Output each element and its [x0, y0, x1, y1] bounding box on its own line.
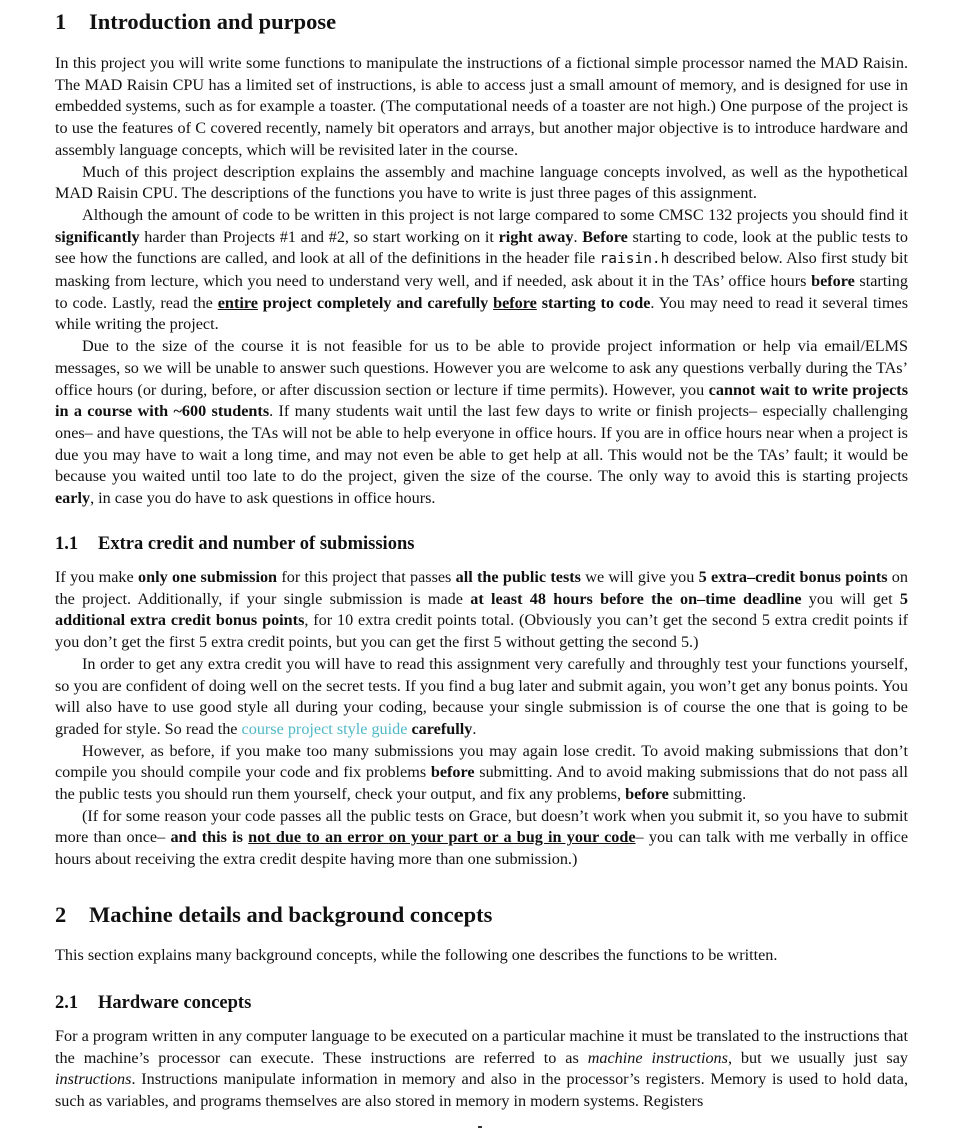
paragraph: Due to the size of the course it is not feasible for us to be able to provide project information or help via email/ELMS messages, so we will be unable to answer such questions. However you are welcome to ask any questions verbally during the TAs’ office hours (or during, before, or after discussion section or lecture if time permits). However, you cannot wait to write projects in a course with ~600 students. If many students wait until the last few days to write or finish projects– especially challenging ones– and have questions, the TAs will not be able to help everyone in office hours. If you are in office hours near when a project is due you may have to wait a long time, and may not even be able to get help at all. This would not be the TAs’ fault; it would be because you waited until too late to do the project, given the size of the course. The only way to avoid this is starting projects early, in case you do have to ask questions in office hours. — [55, 337, 908, 508]
section-heading-2 — [55, 901, 492, 929]
paragraph: In this project you will write some functions to manipulate the instructions of a fictional simple processor named the MAD Raisin. The MAD Raisin CPU has a limited set of instructions, is able to access just a small amount of memory, and is designed for use in embedded systems, such as for example a toaster. (The computational needs of a toaster are not high.) One purpose of the project is to use the features of C covered recently, namely bit operators and arrays, but another major objective is to introduce hardware and assembly language concepts, which will be revisited later in the course. — [55, 54, 908, 159]
paragraph: In order to get any extra credit you will have to read this assignment very carefully and throughly test your functions yourself, so you are confident of doing well on the secret tests. If you find a bug later and submit again, you won’t get any bonus points. You will also have to use good style all during your coding, because your single submission is of course the one that is going to be graded for style. So read the course project style guide carefully. — [55, 654, 908, 738]
page-footer-mark — [478, 1126, 482, 1128]
paragraph: This section explains many background concepts, while the following one describes the functions to be written. — [55, 946, 778, 964]
paragraph: (If for some reason your code passes all the public tests on Grace, but doesn’t work when you submit it, so you have to submit more than once– and this is not due to an error on your part or a bug in your code– you can talk with me verbally in office hours about receiving the extra credit despite having more than one submission.) — [55, 806, 909, 869]
section-title: Machine details and background concepts — [89, 902, 493, 927]
paragraph: Much of this project description explains the assembly and machine language concepts involved, as well as the hypothetical MAD Raisin CPU. The descriptions of the functions you have to write is just three pages of this assignment. — [55, 162, 908, 203]
paragraph: For a program written in any computer language to be executed on a particular machine it must be translated to the instructions that the machine’s processor can execute. These instructions are referred to as machine instructions, but we usually just say instructions. Instructions manipulate information in memory and also in the processor’s registers. Memory is used to hold data, such as variables, and programs themselves are also stored in memory in modern systems. Registers — [55, 1027, 908, 1111]
section-title: Extra credit and number of submissions — [98, 534, 415, 554]
section-number: 1 — [55, 9, 67, 34]
section-heading-1 — [55, 8, 336, 36]
paragraph: Although the amount of code to be written in this project is not large compared to some CMSC 132 projects you should find it significantly harder than Projects #1 and #2, so start working on it right away. Before starting to code, look at the public tests to see how the functions are called, and look at all of the definitions in the header file raisin.h described below. Also first study bit masking from lecture, which you need to understand very well, and if needed, ask about it in the TAs’ office hours before starting to code. Lastly, read the entire project completely and carefully before starting to code. You may need to read it several times while writing the project. — [55, 205, 909, 334]
inline-code: raisin.h — [599, 251, 670, 268]
section-number: 2 — [55, 902, 67, 927]
paragraph: If you make only one submission for this project that passes all the public tests we will give you 5 extra–credit bonus points on the project. Additionally, if your single submission is made at least 48 hours before the on–time deadline you will get 5 additional extra credit bonus points, for 10 extra credit points total. (Obviously you can’t get the second 5 extra credit points if you don’t get the first 5 extra credit points, but you can get the first 5 without getting the second 5.) — [55, 568, 908, 652]
section-heading-1-1 — [55, 532, 414, 556]
section-title: Introduction and purpose — [89, 9, 337, 34]
section-number: 2.1 — [55, 993, 79, 1013]
section-heading-2-1 — [55, 991, 251, 1015]
section-number: 1.1 — [55, 534, 79, 554]
style-guide-link[interactable]: course project style guide — [241, 719, 408, 738]
section-title: Hardware concepts — [98, 993, 252, 1013]
paragraph: However, as before, if you make too many submissions you may again lose credit. To avoid making submissions that don’t compile you should compile your code and fix problems before submitting. And to avoid making submissions that do not pass all the public tests you should run them yourself, check your output, and fix any problems, before submitting. — [55, 741, 908, 804]
